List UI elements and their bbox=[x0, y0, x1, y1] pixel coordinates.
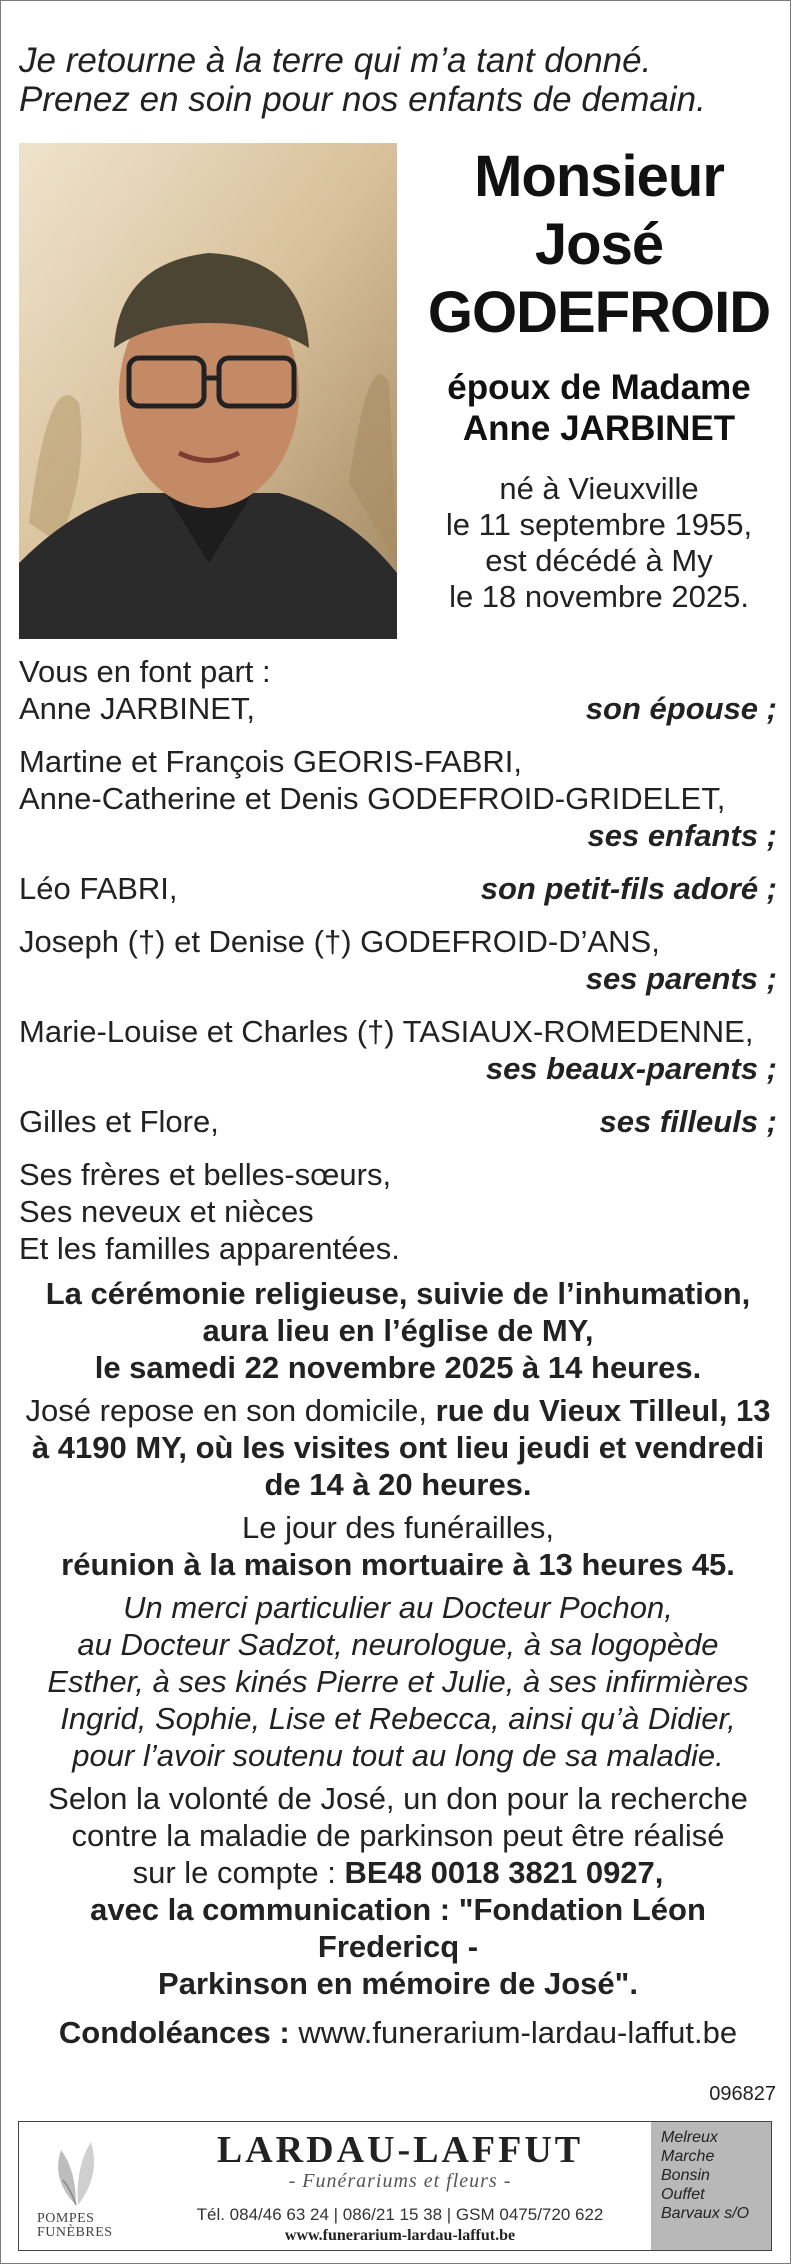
location-item: Marche bbox=[661, 2148, 715, 2165]
portrait-photo bbox=[19, 143, 397, 639]
title-line: GODEFROID bbox=[427, 280, 771, 345]
family-name: Anne JARBINET, bbox=[19, 691, 256, 726]
ceremony-line: aura lieu en l’église de MY, bbox=[202, 1313, 594, 1348]
visits-address: rue du Vieux Tilleul, 13 bbox=[435, 1393, 771, 1428]
birth-line: né à Vieuxville bbox=[499, 471, 699, 506]
meeting-line: Le jour des funérailles, bbox=[242, 1510, 554, 1545]
condolences-label: Condoléances : bbox=[58, 2015, 290, 2050]
family-line: Ses neveux et nièces bbox=[19, 1194, 314, 1229]
donation-line: Selon la volonté de José, un don pour la recherche bbox=[48, 1781, 748, 1816]
visits-line: de 14 à 20 heures. bbox=[264, 1467, 532, 1502]
birth-line: est décédé à My bbox=[485, 543, 713, 578]
donation-line: Parkinson en mémoire de José". bbox=[158, 1966, 638, 2001]
thanks-line: au Docteur Sadzot, neurologue, à sa logopède bbox=[77, 1627, 719, 1662]
family-name: Joseph (†) et Denise (†) GODEFROID-D’ANS, bbox=[19, 924, 660, 959]
donation-line: contre la maladie de parkinson peut être réalisé bbox=[71, 1818, 725, 1853]
family-line: Ses frères et belles-sœurs, bbox=[19, 1157, 392, 1192]
logo-text bbox=[37, 2212, 113, 2240]
location-item: Barvaux s/O bbox=[661, 2205, 750, 2222]
epitaph-line: Prenez en soin pour nos enfants de demain. bbox=[19, 80, 706, 119]
funeral-home-website[interactable]: www.funerarium-lardau-laffut.be bbox=[284, 2227, 516, 2244]
notice-body bbox=[19, 653, 777, 2051]
reference-number: 096827 bbox=[709, 2083, 776, 2105]
spouse-line: époux de Madame bbox=[447, 368, 751, 407]
ceremony-info bbox=[19, 1275, 777, 1386]
spouse-line: Anne JARBINET bbox=[462, 409, 736, 448]
family-row bbox=[19, 870, 777, 907]
deceased-header bbox=[419, 143, 779, 615]
birth-line: le 18 novembre 2025. bbox=[449, 579, 749, 614]
visits-line: à 4190 MY, où les visites ont lieu jeudi et vendredi bbox=[31, 1430, 765, 1465]
donation-info bbox=[19, 1780, 777, 2002]
family-name: Gilles et Flore, bbox=[19, 1104, 219, 1139]
thanks-text bbox=[19, 1589, 777, 1774]
funeral-home-name: LARDAU-LAFFUT bbox=[216, 2129, 584, 2171]
family-relation: ses parents ; bbox=[585, 961, 777, 996]
leaf-icon bbox=[41, 2130, 111, 2210]
donation-account: BE48 0018 3821 0927, bbox=[344, 1855, 664, 1890]
family-row bbox=[19, 690, 777, 727]
condolences-url[interactable]: www.funerarium-lardau-laffut.be bbox=[289, 2015, 738, 2050]
logo-line: POMPES bbox=[37, 2211, 95, 2226]
thanks-line: Ingrid, Sophie, Lise et Rebecca, ainsi qu’à Didier, bbox=[60, 1701, 736, 1736]
family-name: Marie-Louise et Charles (†) TASIAUX-ROMEDENNE, bbox=[19, 1014, 754, 1049]
donation-line: avec la communication : "Fondation Léon Fredericq - bbox=[90, 1892, 706, 1964]
family-name: Anne-Catherine et Denis GODEFROID-GRIDELET, bbox=[19, 781, 726, 816]
deceased-name bbox=[419, 143, 779, 347]
location-item: Bonsin bbox=[661, 2167, 710, 2184]
funeral-home-details bbox=[149, 2122, 651, 2250]
funeral-home-tagline: - Funérariums et fleurs - bbox=[288, 2170, 512, 2192]
family-relation: ses beaux-parents ; bbox=[485, 1051, 777, 1086]
epitaph bbox=[19, 41, 759, 119]
family-relation: ses filleuls ; bbox=[599, 1104, 777, 1139]
family-intro: Vous en font part : bbox=[19, 654, 271, 689]
donation-account-label: sur le compte : bbox=[132, 1855, 345, 1890]
family-name: Martine et François GEORIS-FABRI, bbox=[19, 744, 523, 779]
funeral-home-locations bbox=[651, 2122, 771, 2250]
funeral-home-logo bbox=[19, 2122, 149, 2250]
meeting-line: réunion à la maison mortuaire à 13 heures 45. bbox=[61, 1547, 735, 1582]
title-line: Monsieur bbox=[474, 144, 724, 209]
funeral-home-phones: Tél. 084/46 63 24 | 086/21 15 38 | GSM 0475/720 622 bbox=[196, 2205, 604, 2224]
portrait-image bbox=[19, 143, 397, 639]
birth-line: le 11 septembre 1955, bbox=[445, 507, 753, 542]
visits-intro: José repose en son domicile, bbox=[25, 1393, 436, 1428]
meeting-info bbox=[19, 1509, 777, 1583]
logo-line: FUNÈBRES bbox=[37, 2225, 113, 2240]
thanks-line: Un merci particulier au Docteur Pochon, bbox=[123, 1590, 673, 1625]
family-name: Léo FABRI, bbox=[19, 871, 178, 906]
family-relation: son épouse ; bbox=[585, 691, 777, 726]
ceremony-line: La cérémonie religieuse, suivie de l’inhumation, bbox=[45, 1276, 751, 1311]
visits-info bbox=[19, 1392, 777, 1503]
family-relation: ses enfants ; bbox=[587, 818, 777, 853]
ceremony-line: le samedi 22 novembre 2025 à 14 heures. bbox=[94, 1350, 702, 1385]
title-line: José bbox=[534, 212, 664, 277]
birth-death-info bbox=[419, 471, 779, 615]
family-relation: son petit-fils adoré ; bbox=[480, 871, 777, 906]
family-row bbox=[19, 1103, 777, 1140]
visits-line bbox=[19, 1392, 777, 1429]
donation-line bbox=[19, 1854, 777, 1891]
spouse-info bbox=[419, 367, 779, 449]
thanks-line: pour l’avoir soutenu tout au long de sa maladie. bbox=[72, 1738, 724, 1773]
location-item: Melreux bbox=[661, 2129, 718, 2146]
funeral-home-banner bbox=[18, 2121, 772, 2251]
location-item: Ouffet bbox=[661, 2186, 705, 2203]
thanks-line: Esther, à ses kinés Pierre et Julie, à ses infirmières bbox=[47, 1664, 749, 1699]
family-line: Et les familles apparentées. bbox=[19, 1231, 400, 1266]
epitaph-line: Je retourne à la terre qui m’a tant donné. bbox=[19, 41, 652, 80]
condolences bbox=[19, 2014, 777, 2051]
